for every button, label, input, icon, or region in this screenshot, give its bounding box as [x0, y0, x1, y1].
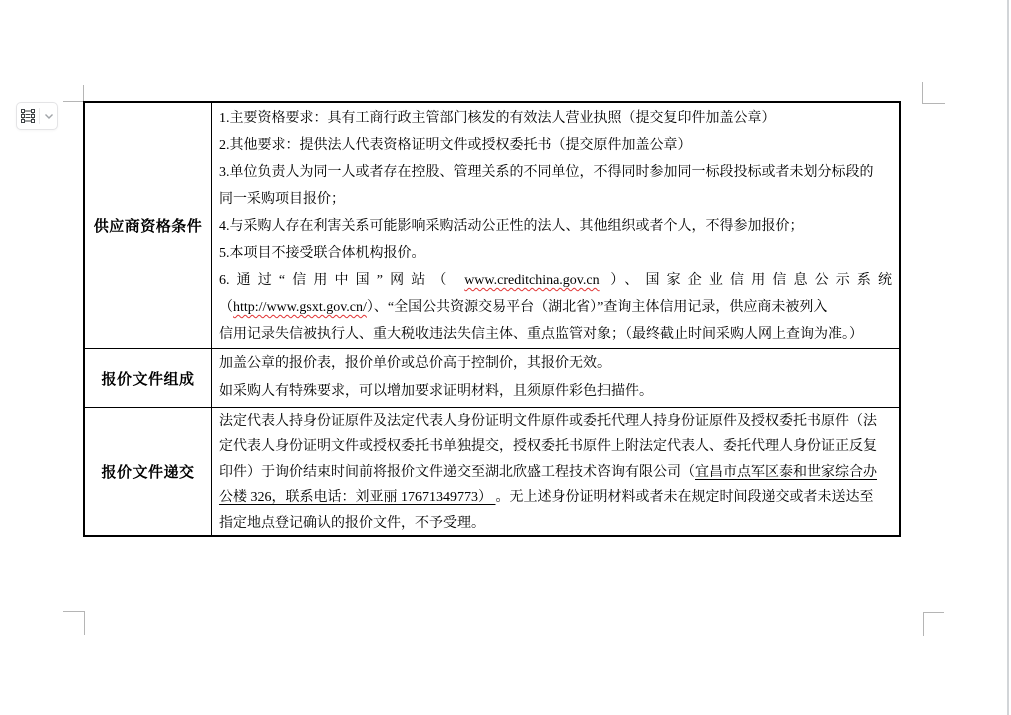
- text-segment: 印件）于询价结束时间前将报价文件递交至湖北欣盛工程技术咨询有限公司（: [219, 464, 695, 480]
- text-line: [219, 105, 895, 132]
- text-segment: （: [219, 300, 233, 315]
- row-content: [212, 103, 899, 346]
- text-line: [219, 378, 895, 406]
- text-boundary-mark-top-right: [922, 82, 945, 104]
- row-label: 报价文件组成: [85, 349, 212, 407]
- text-line: [219, 213, 895, 240]
- text-segment: 指定地点登记确认的报价文件，不予受理。: [219, 515, 485, 531]
- text-segment: 5.本项目不接受联合体机构报价。: [219, 246, 426, 261]
- text-segment: ）、“全国公共资源交易平台（湖北省）”查询主体信用记录，供应商未被列入: [366, 300, 828, 315]
- text-segment: ）、国家企业信用信息公示系统: [599, 273, 892, 288]
- text-segment: 信用记录失信被执行人、重大税收违法失信主体、重点监管对象；（最终截止时间采购人网上查询为准。）: [219, 327, 863, 342]
- text-line: [219, 321, 895, 346]
- text-segment: 法定代表人持身份证原件及法定代表人身份证明文件原件或委托代理人持身份证原件及授权委托书原件（法: [219, 414, 877, 429]
- text-segment: 。无上述身份证明材料或者未在规定时间段递交或者未送达至: [495, 490, 874, 506]
- text-segment: 定代表人身份证明文件或授权委托书单独提交，授权委托书原件上附法定代表人、委托代理人身份证正反复: [219, 439, 877, 455]
- text-segment: 3.单位负责人为同一人或者存在控股、管理关系的不同单位，不得同时参加同一标段投标或者未划分标段的: [219, 165, 874, 180]
- text-line: [219, 186, 895, 213]
- text-segment: 加盖公章的报价表，报价单价或总价高于控制价，其报价无效。: [219, 356, 611, 371]
- text-segment: 1.主要资格要求：具有工商行政主管部门核发的有效法人营业执照（提交复印件加盖公章）: [219, 111, 776, 126]
- text-segment: 如采购人有特殊要求，可以增加要求证明材料，且须原件彩色扫描件。: [219, 384, 653, 399]
- text-line: [219, 294, 895, 321]
- text-line: [219, 159, 895, 186]
- text-segment: 4.与采购人存在利害关系可能影响采购活动公正性的法人、其他组织或者个人，不得参加报价；: [219, 219, 804, 234]
- text-boundary-mark-bottom-right: [923, 612, 944, 636]
- text-line: [219, 511, 895, 535]
- underlined-text: 宜昌市点军区泰和世家综合办: [695, 464, 877, 480]
- frame-select-icon: [17, 108, 39, 124]
- text-boundary-mark-bottom-left: [63, 611, 85, 635]
- url-text: http://www.gsxt.gov.cn/: [233, 300, 367, 315]
- row-content: [212, 408, 899, 535]
- row-content: [212, 349, 899, 407]
- row-label: 供应商资格条件: [85, 103, 212, 348]
- text-segment: 同一采购项目报价；: [219, 192, 345, 207]
- text-line: [219, 350, 895, 378]
- text-line: [219, 460, 895, 485]
- url-text: www.creditchina.gov.cn: [464, 273, 600, 288]
- table-select-button[interactable]: [16, 102, 58, 130]
- text-line: [219, 132, 895, 159]
- procurement-requirements-table: [83, 101, 901, 537]
- row-label: 报价文件递交: [85, 408, 212, 535]
- table-row: [85, 348, 899, 407]
- table-row: [85, 103, 899, 348]
- text-line: [219, 485, 895, 510]
- text-line: [219, 240, 895, 267]
- chevron-down-icon[interactable]: [40, 113, 57, 120]
- text-segment: 6.通过“信用中国”网站（: [219, 273, 465, 288]
- underlined-text: 公楼 326，联系电话：刘亚丽 17671349773）: [219, 490, 496, 506]
- text-segment: 2.其他要求：提供法人代表资格证明文件或授权委托书（提交原件加盖公章）: [219, 138, 692, 153]
- text-line: [219, 409, 895, 434]
- table-row: [85, 407, 899, 535]
- text-line: [219, 267, 895, 294]
- page-right-edge: [1007, 0, 1009, 715]
- text-boundary-mark-top-left: [63, 85, 84, 102]
- text-line: [219, 434, 895, 459]
